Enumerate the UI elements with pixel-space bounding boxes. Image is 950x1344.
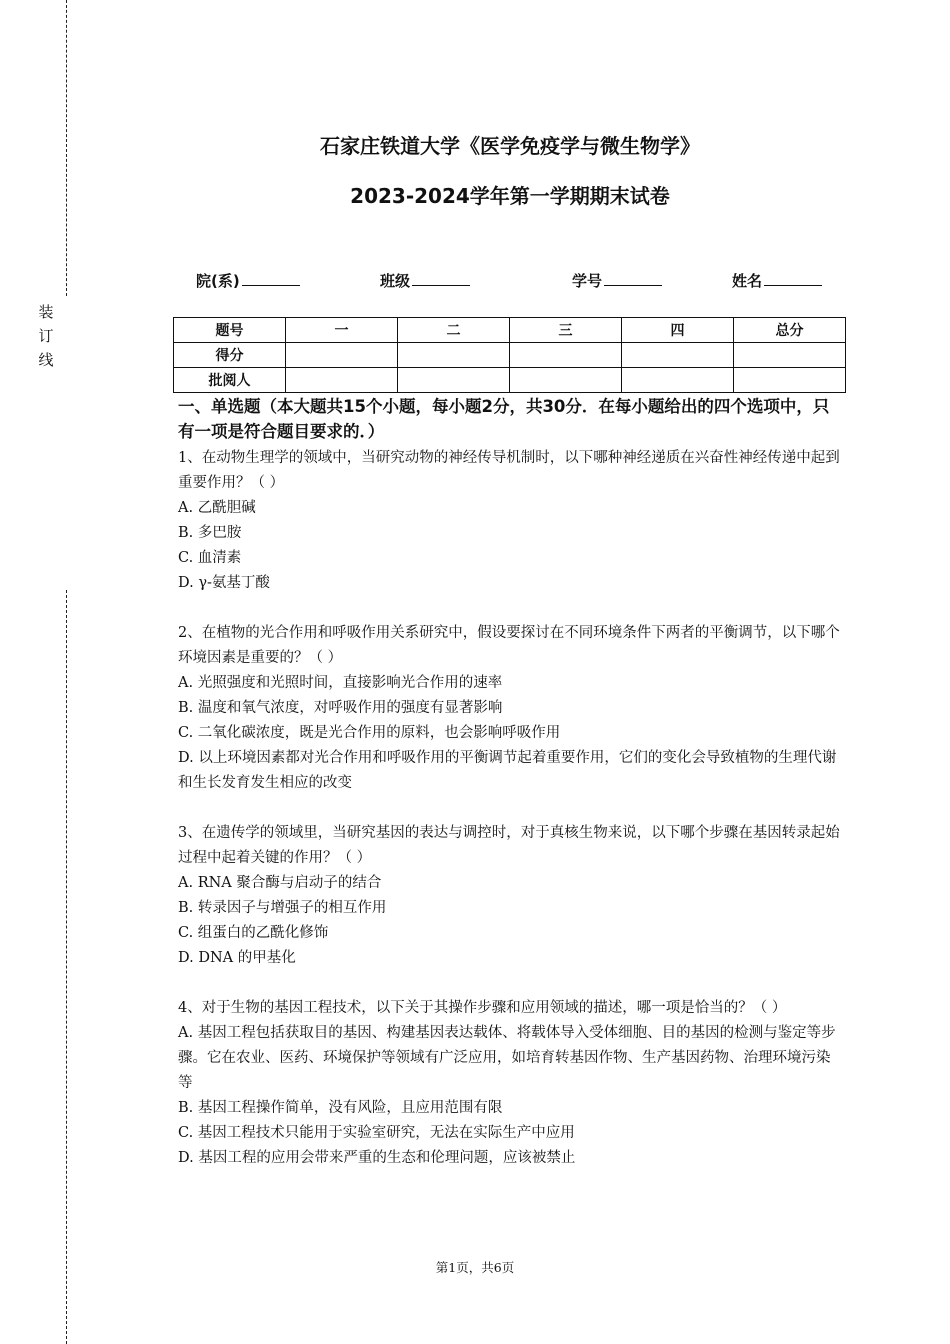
grader-cell (734, 368, 846, 393)
option-d: D. γ-氨基丁酸 (178, 575, 270, 591)
info-field-blank (604, 271, 662, 286)
exam-subtitle: 2023-2024学年第一学期期末试卷 (350, 184, 670, 208)
option-b: B. 温度和氧气浓度，对呼吸作用的强度有显著影响 (178, 700, 503, 716)
option-a: A. 基因工程包括获取目的基因、构建基因表达载体、将载体导入受体细胞、目的基因的检测与鉴定等步骤。它在农业、医药、环境保护等领域有广泛应用，如培育转基因作物、生产基因药物、治理环境污染等 (178, 1025, 836, 1091)
grader-cell (622, 368, 734, 393)
binding-char: 订 (38, 327, 54, 345)
option-c: C. 基因工程技术只能用于实验室研究，无法在实际生产中应用 (178, 1125, 575, 1141)
option-d: D. 基因工程的应用会带来严重的生态和伦理问题，应该被禁止 (178, 1150, 576, 1166)
binding-dashed-line-top (66, 0, 67, 296)
score-cell (398, 343, 510, 368)
score-table-header-cell: 题号 (174, 318, 286, 343)
option-b: B. 多巴胺 (178, 525, 242, 541)
binding-label (37, 300, 55, 372)
option-b: B. 基因工程操作简单，没有风险，且应用范围有限 (178, 1100, 503, 1116)
option-a: A. RNA 聚合酶与启动子的结合 (178, 875, 382, 891)
option-a: A. 光照强度和光照时间，直接影响光合作用的速率 (178, 675, 503, 691)
info-field-blank (764, 271, 822, 286)
grader-cell (398, 368, 510, 393)
option-c: C. 血清素 (178, 550, 242, 566)
score-cell (510, 343, 622, 368)
score-cell (622, 343, 734, 368)
score-table-header-cell: 四 (622, 318, 734, 343)
score-table-row (174, 368, 846, 393)
exam-content (178, 394, 843, 1196)
option-a: A. 乙酰胆碱 (178, 500, 256, 516)
binding-char: 线 (38, 351, 54, 369)
info-field-blank (242, 271, 300, 286)
question-stem: 1、在动物生理学的领域中，当研究动物的神经传导机制时，以下哪种神经递质在兴奋性神经传递中起到重要作用？（ ） (178, 450, 840, 491)
option-d: D. DNA 的甲基化 (178, 950, 296, 966)
question-stem: 3、在遗传学的领域里，当研究基因的表达与调控时，对于真核生物来说，以下哪个步骤在基因转录起始过程中起着关键的作用？（ ） (178, 825, 840, 866)
score-table-row-label: 得分 (174, 343, 286, 368)
binding-char: 装 (38, 303, 54, 321)
question-stem: 2、在植物的光合作用和呼吸作用关系研究中，假设要探讨在不同环境条件下两者的平衡调节，以下哪个环境因素是重要的？（ ） (178, 625, 840, 666)
info-field-class (380, 270, 470, 291)
score-table-header-row (174, 318, 846, 343)
option-b: B. 转录因子与增强子的相互作用 (178, 900, 387, 916)
info-field-label: 学号 (572, 272, 603, 290)
score-table (173, 317, 846, 393)
grader-cell (286, 368, 398, 393)
info-field-label: 院(系) (196, 272, 240, 290)
score-table-header-cell: 二 (398, 318, 510, 343)
option-c: C. 二氧化碳浓度，既是光合作用的原料，也会影响呼吸作用 (178, 725, 561, 741)
score-table-header-cell: 总分 (734, 318, 846, 343)
score-table-row-label: 批阅人 (174, 368, 286, 393)
info-field-label: 姓名 (732, 272, 763, 290)
info-field-name (732, 270, 822, 291)
binding-dashed-line-bottom (66, 590, 67, 1344)
score-cell (734, 343, 846, 368)
section-heading: 一、单选题（本大题共15个小题，每小题2分，共30分．在每小题给出的四个选项中，只有一项是符合题目要求的．） (178, 397, 830, 441)
question-stem: 4、对于生物的基因工程技术，以下关于其操作步骤和应用领域的描述，哪一项是恰当的？（ ） (178, 1000, 787, 1016)
question-3 (178, 821, 843, 971)
score-table-header-cell: 一 (286, 318, 398, 343)
info-field-department (196, 270, 300, 291)
grader-cell (510, 368, 622, 393)
page-number: 第1页，共6页 (435, 1260, 515, 1275)
option-d: D. 以上环境因素都对光合作用和呼吸作用的平衡调节起着重要作用，它们的变化会导致植物的生理代谢和生长发育发生相应的改变 (178, 750, 837, 791)
score-cell (286, 343, 398, 368)
question-4 (178, 996, 843, 1171)
info-field-student-id (572, 270, 662, 291)
info-field-blank (412, 271, 470, 286)
question-2 (178, 621, 843, 796)
question-1 (178, 446, 843, 596)
exam-title: 石家庄铁道大学《医学免疫学与微生物学》 (320, 134, 700, 158)
score-table-row (174, 343, 846, 368)
option-c: C. 组蛋白的乙酰化修饰 (178, 925, 329, 941)
score-table-header-cell: 三 (510, 318, 622, 343)
info-field-label: 班级 (380, 272, 411, 290)
